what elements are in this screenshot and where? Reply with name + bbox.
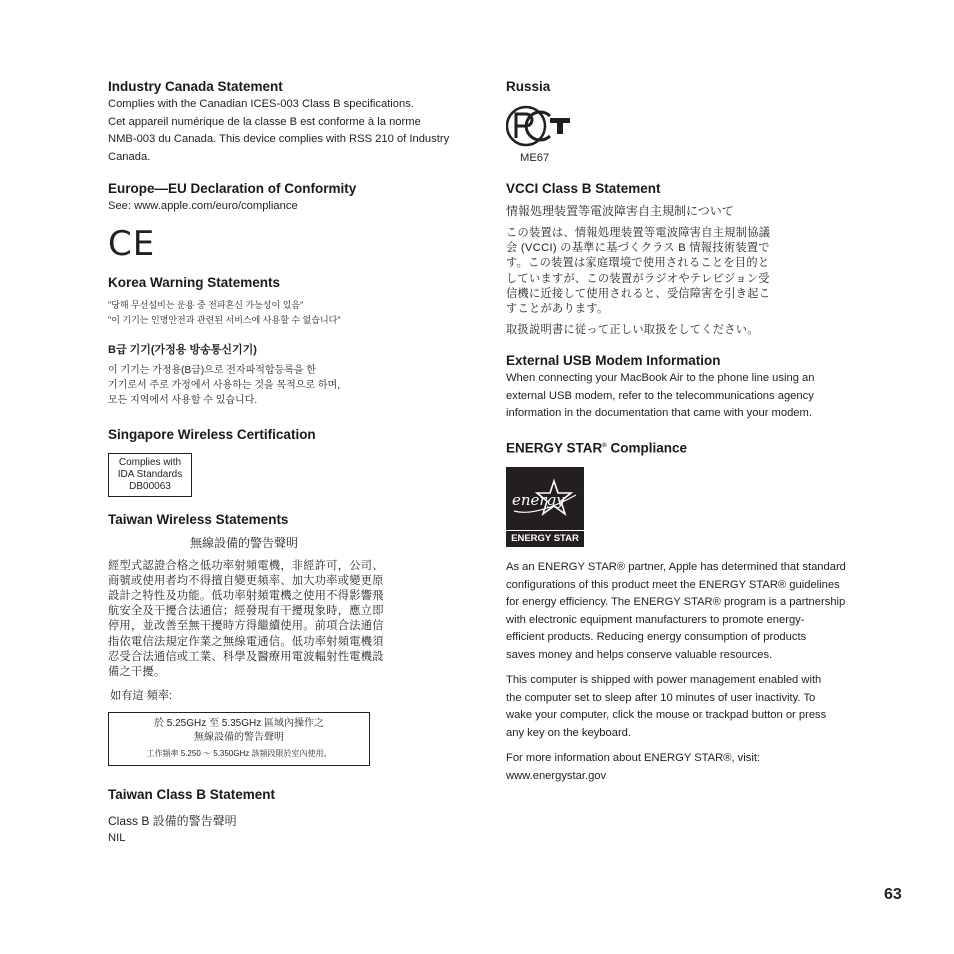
registered-mark: ® bbox=[602, 442, 607, 449]
taiwan-classb-section bbox=[108, 786, 486, 848]
energy-star-link[interactable]: www.energystar.gov bbox=[506, 769, 607, 782]
vcci-section bbox=[506, 180, 868, 339]
ce-mark-icon bbox=[108, 224, 486, 264]
energy-para2-line: This computer is shipped with power management enabled with bbox=[506, 674, 822, 687]
energy-para1-line: for energy efficiency. The ENERGY STAR® program is a partnership bbox=[506, 596, 846, 609]
korea-quote: "당해 무선설비는 운용 중 전파혼신 가능성이 있음" bbox=[108, 299, 304, 310]
energy-para1-line: As an ENERGY STAR® partner, Apple has determined that standard bbox=[506, 561, 846, 574]
energy-star-logo-icon bbox=[506, 467, 584, 547]
page-number: 63 bbox=[884, 886, 902, 903]
ce-mark-text: CE bbox=[108, 223, 156, 264]
korea-quote: "이 기기는 인명안전과 관련된 서비스에 사용할 수 없습니다" bbox=[108, 314, 341, 325]
taiwan-box-line: 工作頻率 5.250 ～ 5.350GHz 該頻段限於室內使用。 bbox=[146, 748, 332, 758]
taiwan-classb-value: NIL bbox=[108, 832, 126, 845]
energy-para2-line: any key on the keyboard. bbox=[506, 726, 632, 739]
taiwan-wireless-line: 設計之特性及功能。低功率射頻電機之使用不得影響飛 bbox=[108, 589, 384, 602]
korea-line: 이 기기는 가정용(B급)으로 전자파적합등록을 한 bbox=[108, 365, 316, 376]
europe-section bbox=[108, 180, 486, 264]
taiwan-wireless-heading: Taiwan Wireless Statements bbox=[108, 512, 289, 527]
taiwan-freq-box bbox=[108, 712, 370, 766]
ida-box-line: DB00063 bbox=[129, 481, 171, 492]
usb-modem-section bbox=[506, 352, 868, 423]
industry-canada-line: Complies with the Canadian ICES-003 Class B specifications. bbox=[108, 98, 414, 110]
singapore-section bbox=[108, 426, 486, 497]
energy-para1-line: saves money and helps conserve valuable resources. bbox=[506, 648, 773, 661]
industry-canada-line: NMB-003 du Canada. This device complies with RSS 210 of Industry bbox=[108, 133, 450, 145]
pct-logo-icon bbox=[506, 104, 576, 148]
energy-para1-line: with electronic equipment manufacturers to promote energy- bbox=[506, 613, 805, 626]
vcci-heading: VCCI Class B Statement bbox=[506, 180, 661, 196]
vcci-footer: 取扱説明書に従って正しい取扱をしてください。 bbox=[506, 324, 759, 337]
energy-star-heading-post: Compliance bbox=[606, 440, 687, 456]
taiwan-classb-subheading: Class B 設備的警告聲明 bbox=[108, 813, 237, 828]
energy-star-heading bbox=[506, 437, 868, 458]
korea-line: 기기로서 주로 가정에서 사용하는 것을 목적으로 하며, bbox=[108, 380, 340, 391]
usb-modem-line: information in the documentation that came with your modem. bbox=[506, 407, 812, 420]
taiwan-box-line: 於 5.25GHz 至 5.35GHz 區域內操作之 bbox=[153, 717, 325, 729]
taiwan-freq-label: 如有這 頻率: bbox=[110, 690, 173, 703]
taiwan-wireless-title: 無線設備的警告聲明 bbox=[190, 536, 299, 550]
vcci-line: 会 (VCCI) の基準に基づくクラス B 情報技術装置で bbox=[506, 242, 770, 255]
left-column bbox=[108, 78, 486, 848]
industry-canada-section bbox=[108, 78, 486, 166]
singapore-heading: Singapore Wireless Certification bbox=[108, 427, 316, 442]
korea-section bbox=[108, 274, 486, 409]
europe-see-link: See: www.apple.com/euro/compliance bbox=[108, 200, 298, 212]
vcci-line: す。この装置は家庭環境で使用されることを目的と bbox=[506, 257, 770, 270]
korea-subheading: B급 기기(가정용 방송통신기기) bbox=[108, 343, 257, 356]
korea-heading: Korea Warning Statements bbox=[108, 274, 281, 290]
taiwan-wireless-line: 忍受合法通信或工業、科學及醫療用電波輻射性電機設 bbox=[108, 650, 384, 663]
vcci-line: すことがあります。 bbox=[506, 303, 609, 316]
vcci-line: していますが、この装置がラジオやテレビジョン受 bbox=[506, 272, 770, 285]
energy-para1-line: efficient products. Reducing energy consumption of products bbox=[506, 631, 807, 644]
usb-modem-line: external USB modem, refer to the telecommunications agency bbox=[506, 389, 814, 402]
ida-box-line: Complies with bbox=[118, 457, 182, 468]
energy-star-heading-pre: ENERGY STAR bbox=[506, 440, 603, 456]
taiwan-wireless-line: 停用，並改善至無干擾時方得繼續使用。前項合法通信 bbox=[108, 620, 384, 633]
taiwan-wireless-line: 商號或使用者均不得擅自變更頻率、加大功率或變更原 bbox=[108, 574, 384, 587]
industry-canada-line: Cet appareil numérique de la classe B est conforme à la norme bbox=[108, 115, 421, 128]
energy-logo-label: ENERGY STAR bbox=[506, 530, 584, 547]
ida-box-line: IDA Standards bbox=[117, 469, 183, 480]
russia-heading: Russia bbox=[506, 79, 551, 94]
taiwan-wireless-line: 指依電信法規定作業之無線電通信。低功率射頻電機須 bbox=[108, 635, 384, 648]
europe-heading: Europe—EU Declaration of Conformity bbox=[108, 181, 357, 196]
right-column bbox=[506, 78, 868, 785]
energy-para2-line: wake your computer, click the mouse or trackpad button or press bbox=[506, 709, 827, 722]
usb-modem-heading: External USB Modem Information bbox=[506, 353, 721, 369]
energy-para1-line: configurations of this product meet the ENERGY STAR® guidelines bbox=[506, 578, 840, 591]
vcci-line: この装置は、情報処理装置等電波障害自主規制協議 bbox=[506, 227, 771, 239]
usb-modem-line: When connecting your MacBook Air to the phone line using an bbox=[506, 372, 815, 385]
vcci-line: 信機に近接して使用されると、受信障害を引き起こ bbox=[506, 287, 771, 300]
taiwan-classb-heading: Taiwan Class B Statement bbox=[108, 786, 276, 802]
energy-star-section bbox=[506, 437, 868, 786]
russia-section bbox=[506, 78, 868, 168]
taiwan-box-line: 無線設備的警告聲明 bbox=[194, 731, 284, 743]
taiwan-wireless-line: 備之干擾。 bbox=[108, 665, 166, 678]
korea-line: 모든 지역에서 사용할 수 있습니다. bbox=[108, 395, 258, 406]
vcci-title: 情報処理装置等電波障害自主規制について bbox=[506, 203, 734, 218]
industry-canada-heading: Industry Canada Statement bbox=[108, 79, 283, 94]
taiwan-wireless-line: 經型式認證合格之低功率射頻電機，非經許可，公司、 bbox=[108, 559, 384, 572]
russia-code: ME67 bbox=[520, 152, 550, 164]
ida-standards-box bbox=[108, 453, 192, 497]
industry-canada-line: Canada. bbox=[108, 150, 151, 163]
energy-para2-line: the computer set to sleep after 10 minutes of user inactivity. To bbox=[506, 691, 816, 704]
taiwan-wireless-line: 航安全及干擾合法通信；經發現有干擾現象時，應立即 bbox=[108, 605, 384, 618]
taiwan-wireless-section bbox=[108, 511, 486, 766]
energy-logo-script: energy bbox=[512, 491, 565, 510]
energy-para3-line: For more information about ENERGY STAR®, visit: bbox=[506, 752, 761, 765]
